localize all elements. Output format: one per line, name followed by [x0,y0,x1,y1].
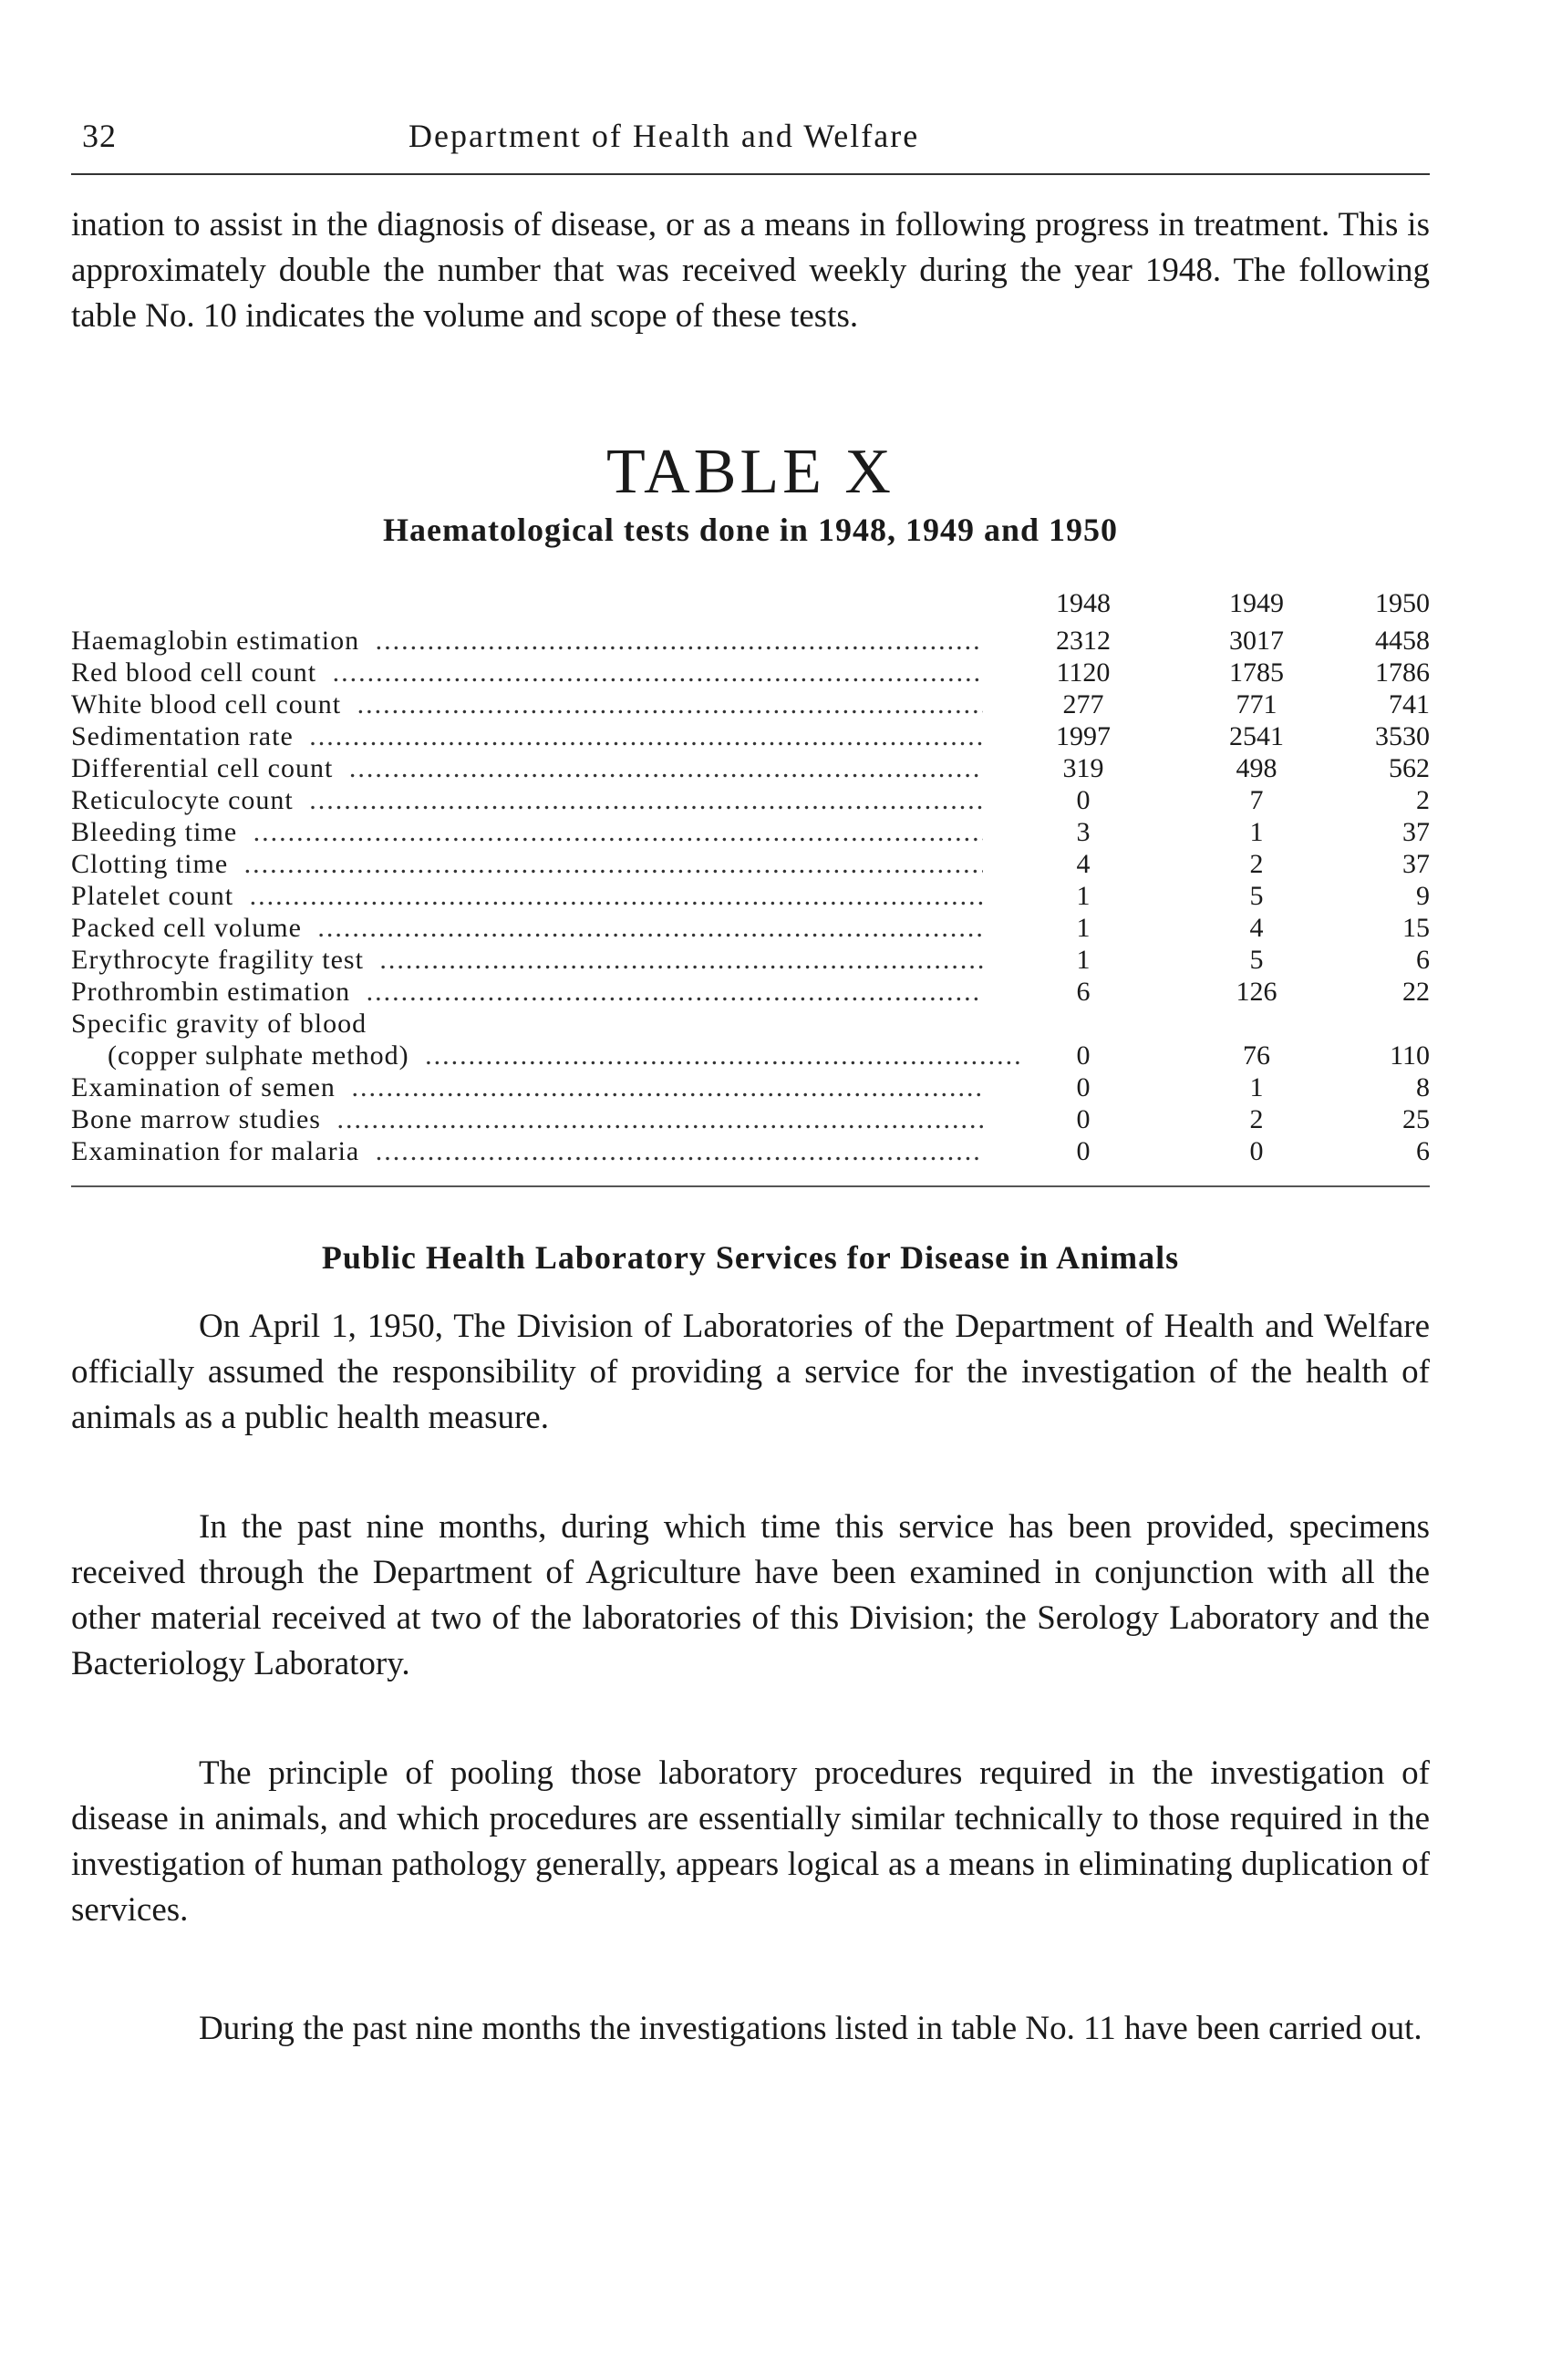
row-label-text: Platelet count [71,881,241,911]
row-label [71,752,983,784]
table-row [71,816,1430,848]
table-caption: Haematological tests done in 1948, 1949 and 1950 [382,512,1118,548]
value-1950: 110 [1390,1040,1430,1071]
row-label [71,1103,983,1135]
row-label-text: Packed cell volume [71,913,309,943]
row-label [71,1008,983,1040]
value-1948: 0 [1076,1040,1091,1071]
value-1948: 0 [1076,1072,1091,1102]
value-1950: 25 [1402,1104,1430,1134]
value-1948: 319 [1062,753,1104,783]
value-1950: 6 [1416,1136,1430,1166]
value-1949: 5 [1249,881,1264,911]
value-1948: 1997 [1056,721,1111,751]
table-row [71,880,1430,912]
table-row [71,1071,1430,1103]
table-row [71,944,1430,976]
row-label [71,657,983,688]
row-label-text: Sedimentation rate [71,721,301,751]
value-1950: 37 [1402,817,1430,847]
row-label [71,912,983,944]
value-1950: 562 [1389,753,1430,783]
table-row [71,912,1430,944]
row-label [71,944,983,976]
value-1949: 3017 [1229,626,1284,656]
value-1949: 2 [1249,1104,1264,1134]
row-label-text: Prothrombin estimation [71,977,357,1007]
value-1949: 2 [1249,849,1264,879]
value-1949: 498 [1236,753,1277,783]
table-title: TABLE X [606,437,895,507]
table-row [71,657,1430,688]
value-1949: 7 [1249,785,1264,815]
value-1949: 2541 [1229,721,1284,751]
row-label-text: Examination of semen [71,1072,343,1102]
section-paragraph-2: In the past nine months, during which time this service has been provided, specimens received through the Department of Agriculture have been examined in conjunction with all the other material received at two of the laboratories of this Division; the Serology Laboratory and the Bacteriology Laboratory. [71,1508,1430,1682]
row-label-text: Red blood cell count [71,657,324,688]
row-label [71,816,983,848]
value-1950: 6 [1416,945,1430,975]
value-1950: 22 [1402,977,1430,1007]
year-header-1950: 1950 [1375,588,1430,618]
table-row [71,720,1430,752]
row-label [71,880,983,912]
row-label [71,976,983,1008]
value-1950: 2 [1416,785,1430,815]
row-label-text: Bone marrow studies [71,1104,328,1134]
row-label-text: Differential cell count [71,753,340,783]
row-label-text: Examination for malaria [71,1136,367,1166]
row-label [71,720,983,752]
value-1948: 1 [1076,945,1091,975]
value-1950: 37 [1402,849,1430,879]
row-label-text: White blood cell count [71,689,348,719]
table-row [71,1008,1430,1040]
value-1948: 1 [1076,881,1091,911]
value-1950: 8 [1416,1072,1430,1102]
table-row [71,688,1430,720]
table-row [71,784,1430,816]
value-1949: 1 [1249,817,1264,847]
table-bottom-rule [71,1185,1430,1187]
intro-paragraph: ination to assist in the diagnosis of disease, or as a means in following progress in treatment. This is approximately double the number that was received weekly during the year 1948. The following table No. 10 indicates the volume and scope of these tests. [71,206,1430,335]
row-label [71,688,983,720]
value-1949: 76 [1243,1040,1270,1071]
running-header [71,117,1430,160]
value-1950: 15 [1402,913,1430,943]
value-1948: 6 [1076,977,1091,1007]
table-row [71,752,1430,784]
section-paragraph-1: On April 1, 1950, The Division of Laboratories of the Department of Health and Welfare officially assumed the responsibility of providing a service for the investigation of the health of animals as a public health measure. [71,1308,1430,1436]
table-row [71,1103,1430,1135]
value-1948: 1 [1076,913,1091,943]
value-1948: 3 [1076,817,1091,847]
row-label-text: (copper sulphate method) [108,1040,417,1071]
page-number: 32 [82,118,117,154]
value-1950: 3530 [1375,721,1430,751]
value-1950: 9 [1416,881,1430,911]
value-1949: 5 [1249,945,1264,975]
table-row [71,625,1430,657]
value-1949: 0 [1249,1136,1264,1166]
value-1950: 4458 [1375,626,1430,656]
value-1950: 1786 [1375,657,1430,688]
section-paragraph-4: During the past nine months the investigations listed in table No. 11 have been carried out. [199,2010,1422,2047]
value-1948: 1120 [1056,657,1111,688]
row-label-text: Bleeding time [71,817,244,847]
value-1950: 741 [1389,689,1430,719]
row-label [71,1071,983,1103]
row-label-text: Specific gravity of blood [71,1009,374,1039]
value-1949: 1785 [1229,657,1284,688]
value-1948: 4 [1076,849,1091,879]
year-header-1949: 1949 [1229,588,1284,618]
table-body [71,625,1430,1167]
table-row [71,1135,1430,1167]
row-label-text: Erythrocyte fragility test [71,945,371,975]
table-row [71,976,1430,1008]
value-1948: 0 [1076,1136,1091,1166]
running-title: Department of Health and Welfare [409,118,920,154]
section-heading: Public Health Laboratory Services for Disease in Animals [321,1239,1180,1276]
value-1948: 0 [1076,1104,1091,1134]
value-1948: 0 [1076,785,1091,815]
value-1949: 4 [1249,913,1264,943]
row-label-text: Haemaglobin estimation [71,626,367,656]
value-1949: 126 [1236,977,1277,1007]
row-label-text: Reticulocyte count [71,785,301,815]
row-label [71,1040,1019,1071]
row-label [71,1135,983,1167]
section-paragraph-3: The principle of pooling those laboratory procedures required in the investigation of disease in animals, and which procedures are essentially similar technically to those required in the investigation of human pathology generally, appears logical as a means in eliminating duplication of services. [71,1754,1430,1929]
value-1949: 771 [1236,689,1277,719]
row-label [71,625,983,657]
table-header-row [71,588,1430,625]
year-header-1948: 1948 [1056,588,1111,618]
table-row [71,848,1430,880]
row-label-text: Clotting time [71,849,235,879]
row-label [71,784,983,816]
header-rule [71,173,1430,175]
value-1948: 277 [1062,689,1104,719]
value-1948: 2312 [1056,626,1111,656]
value-1949: 1 [1249,1072,1264,1102]
table-row [71,1040,1430,1071]
row-label [71,848,983,880]
